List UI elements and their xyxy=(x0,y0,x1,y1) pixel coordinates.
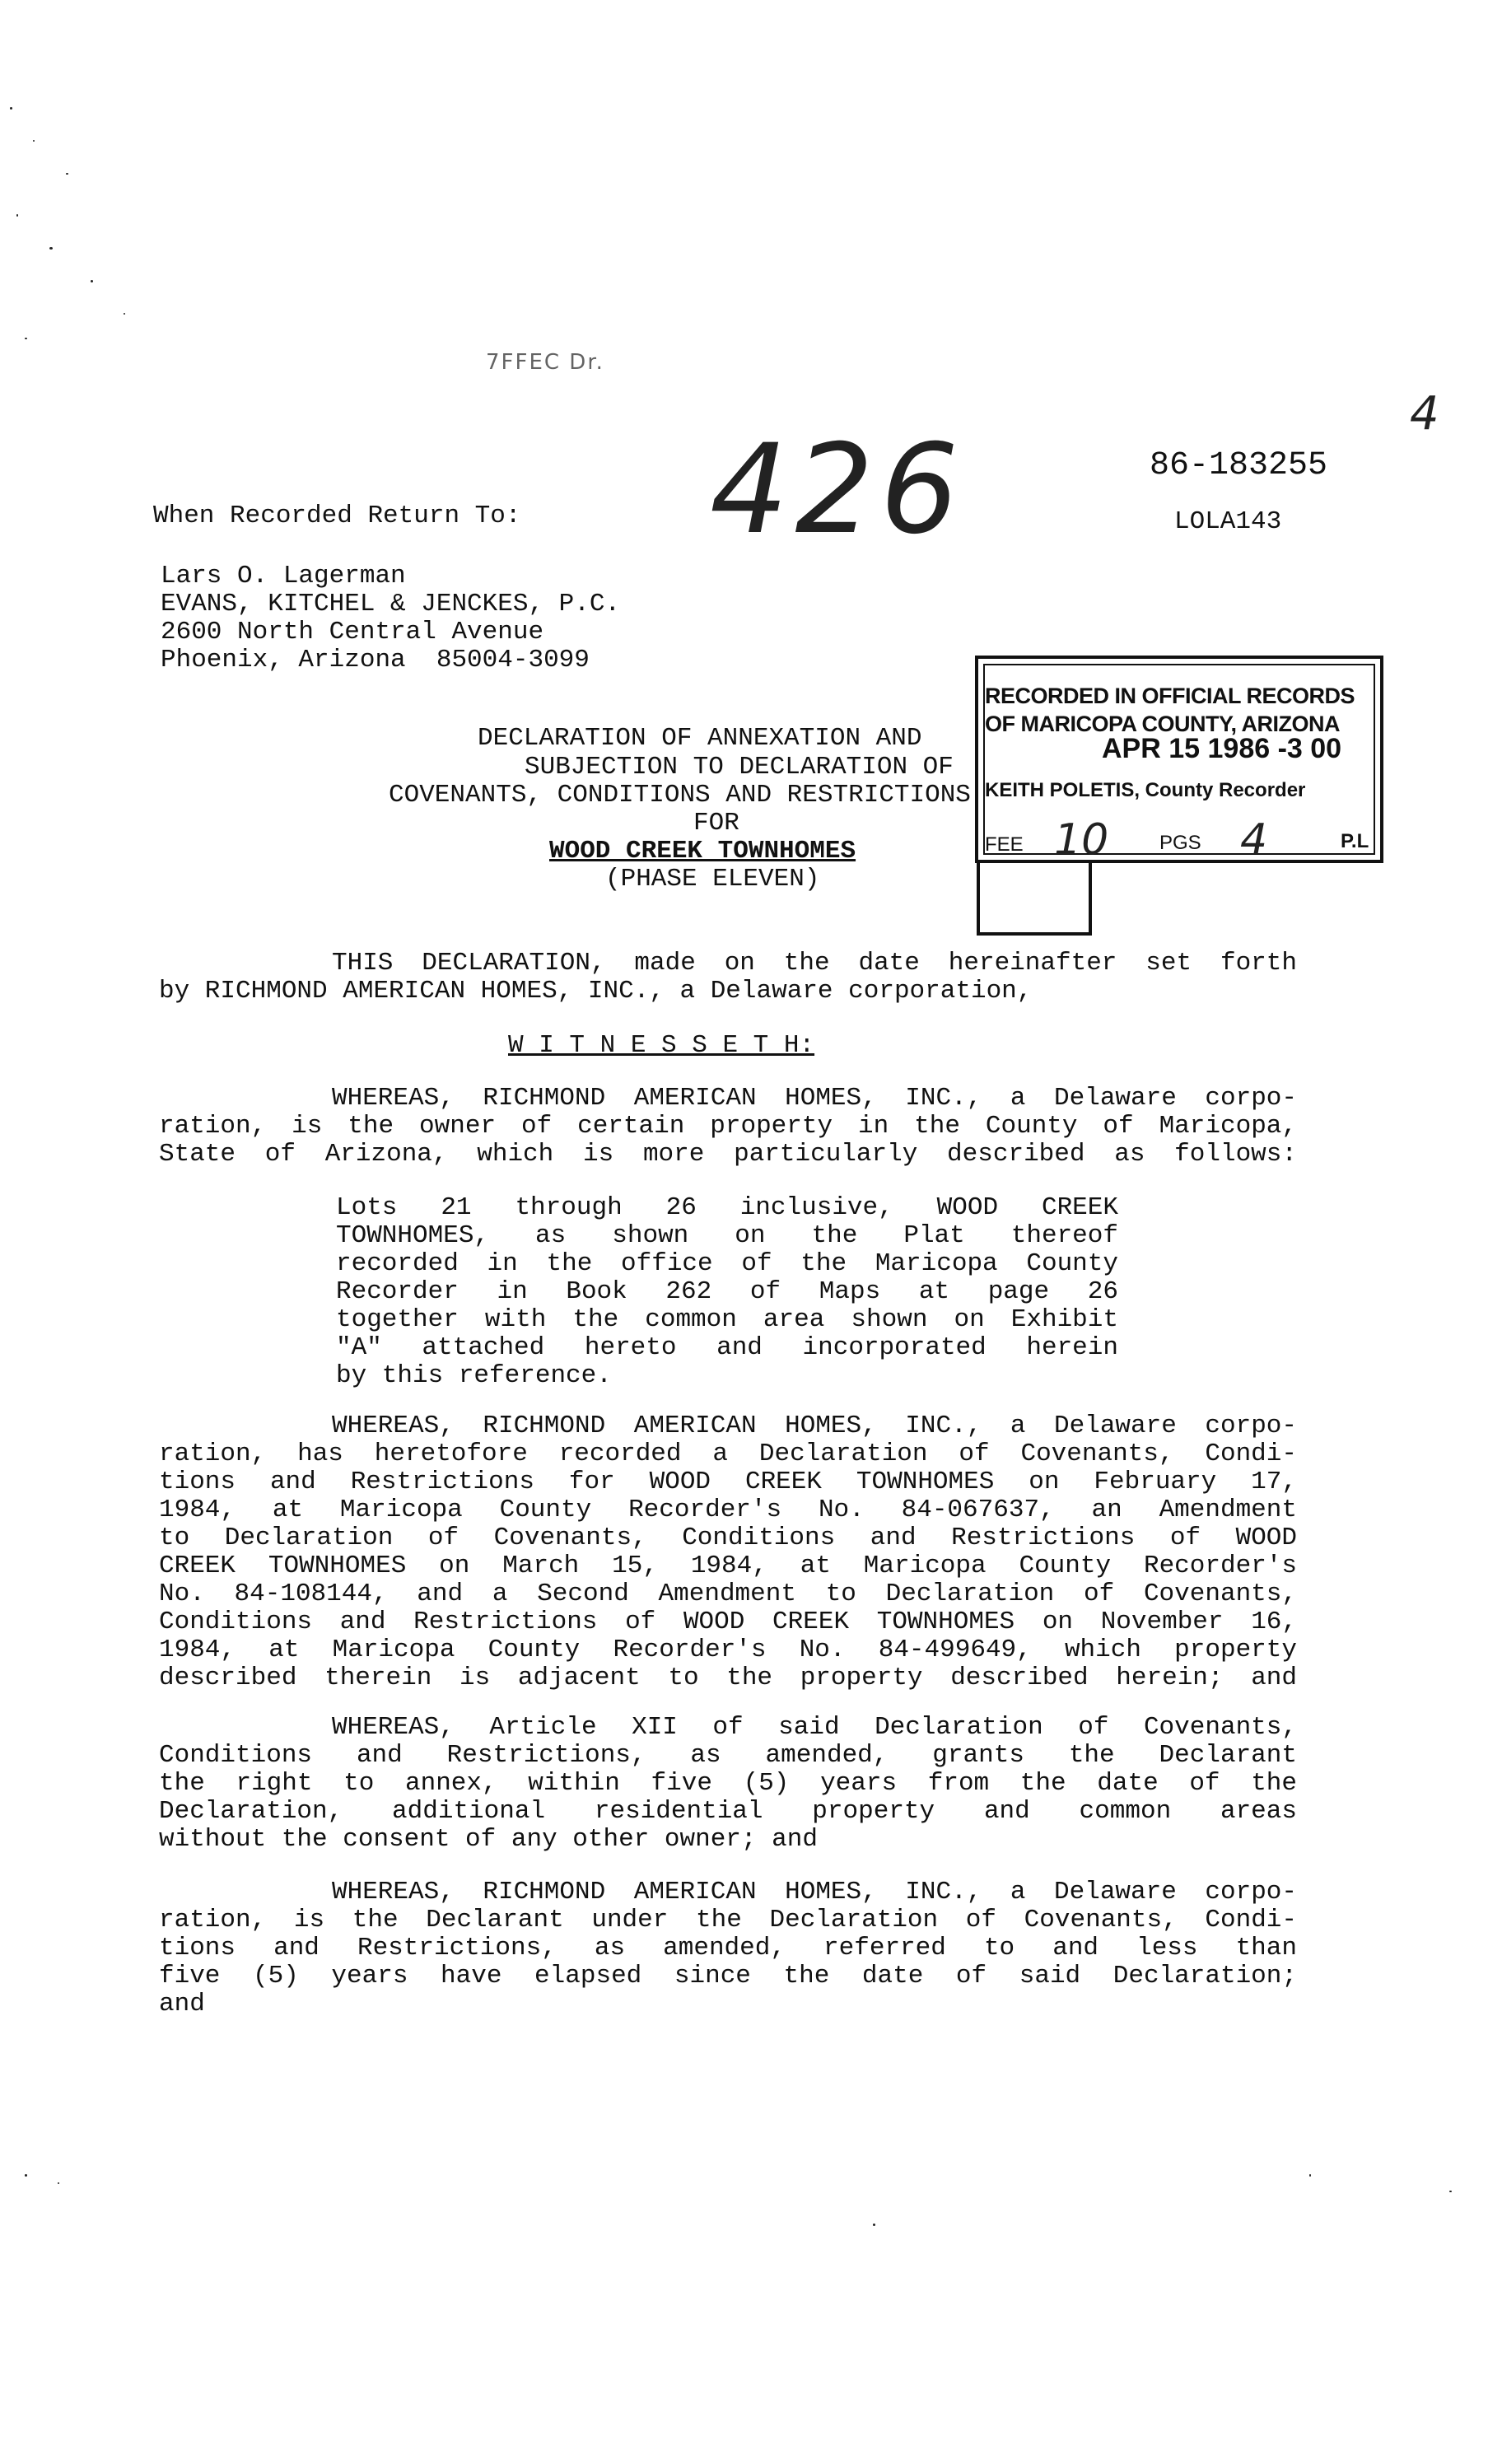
stamp-line-2: OF MARICOPA COUNTY, ARIZONA xyxy=(985,712,1340,736)
paragraph-line: 1984, at Maricopa County Recorder's No. 84-067637, an Amendment xyxy=(159,1496,1297,1524)
paragraph-line: without the consent of any other owner; and xyxy=(159,1825,818,1854)
paragraph-line: WHEREAS, RICHMOND AMERICAN HOMES, INC., a Delaware corpo- xyxy=(332,1412,1297,1440)
stamp-tab xyxy=(977,861,1092,936)
paragraph-1 xyxy=(159,1085,1297,1169)
legal-line: together with the common area shown on Exhibit xyxy=(336,1305,1118,1334)
paragraph-line: No. 84-108144, and a Second Amendment to Declaration of Covenants, xyxy=(159,1580,1297,1608)
intro-line-1: THIS DECLARATION, made on the date hereinafter set forth xyxy=(332,949,1297,978)
top-scribble: 7FFEC Dr. xyxy=(486,350,604,375)
document-code: LOLA143 xyxy=(1174,507,1282,536)
paragraph-line: Conditions and Restrictions, as amended, grants the Declarant xyxy=(159,1741,1297,1770)
title-project-name: WOOD CREEK TOWNHOMES xyxy=(549,837,856,866)
paragraph-line: ration, is the owner of certain property in the County of Maricopa, xyxy=(159,1112,1297,1141)
recording-stamp xyxy=(975,656,1383,863)
intro-line-2: by RICHMOND AMERICAN HOMES, INC., a Delaware corporation, xyxy=(159,977,1033,1006)
legal-line: Lots 21 through 26 inclusive, WOOD CREEK xyxy=(336,1193,1118,1222)
corner-mark: 4 xyxy=(1410,387,1439,441)
stamp-line-1: RECORDED IN OFFICIAL RECORDS xyxy=(985,684,1355,708)
legal-line: "A" attached hereto and incorporated herein xyxy=(336,1333,1118,1362)
paragraph-line: WHEREAS, RICHMOND AMERICAN HOMES, INC., a Delaware corpo- xyxy=(332,1084,1297,1113)
title-line-3: COVENANTS, CONDITIONS AND RESTRICTIONS xyxy=(389,781,971,810)
paragraph-line: five (5) years have elapsed since the date of said Declaration; xyxy=(159,1962,1297,1990)
stamp-recorder: KEITH POLETIS, County Recorder xyxy=(985,779,1306,801)
legal-line: by this reference. xyxy=(336,1361,612,1390)
paragraph-line: to Declaration of Covenants, Conditions and Restrictions of WOOD xyxy=(159,1524,1297,1552)
paragraph-line: and xyxy=(159,1990,205,2018)
paragraph-line: tions and Restrictions for WOOD CREEK TOWNHOMES on February 17, xyxy=(159,1468,1297,1496)
legal-description xyxy=(336,1194,1118,1390)
paragraph-line: tions and Restrictions, as amended, referred to and less than xyxy=(159,1934,1297,1962)
title-phase: (PHASE ELEVEN) xyxy=(605,865,820,894)
return-to-street: 2600 North Central Avenue xyxy=(161,618,544,646)
title-line-2: SUBJECTION TO DECLARATION OF xyxy=(525,753,954,782)
paragraph-line: WHEREAS, Article XII of said Declaration of Covenants, xyxy=(332,1713,1297,1742)
legal-line: recorded in the office of the Maricopa County xyxy=(336,1249,1118,1278)
paragraph-line: ration, has heretofore recorded a Declaration of Covenants, Condi- xyxy=(159,1440,1297,1468)
return-to-firm: EVANS, KITCHEL & JENCKES, P.C. xyxy=(161,590,621,618)
witnesseth-heading: W I T N E S S E T H: xyxy=(508,1031,815,1060)
stamp-pl: P.L xyxy=(1341,830,1369,852)
return-to-name: Lars O. Lagerman xyxy=(161,562,406,590)
paragraph-line: WHEREAS, RICHMOND AMERICAN HOMES, INC., a Delaware corpo- xyxy=(332,1878,1297,1906)
scan-noise-bottom xyxy=(0,2158,1502,2256)
scan-noise xyxy=(0,91,165,371)
stamp-pgs-label: PGS xyxy=(1159,832,1201,854)
stamp-date: APR 15 1986 -3 00 xyxy=(1102,733,1342,764)
paragraph-3 xyxy=(159,1714,1297,1854)
paragraph-line: Conditions and Restrictions of WOOD CREEK TOWNHOMES on November 16, xyxy=(159,1608,1297,1636)
handwritten-number: 426 xyxy=(710,418,966,562)
stamp-pgs-value: 4 xyxy=(1240,815,1268,865)
paragraph-4 xyxy=(159,1878,1297,2018)
legal-line: TOWNHOMES, as shown on the Plat thereof xyxy=(336,1221,1118,1250)
return-to-city: Phoenix, Arizona 85004-3099 xyxy=(161,646,590,674)
title-line-1: DECLARATION OF ANNEXATION AND xyxy=(478,724,922,753)
legal-line: Recorder in Book 262 of Maps at page 26 xyxy=(336,1277,1118,1306)
stamp-fee-label: FEE xyxy=(985,833,1024,856)
intro-paragraph xyxy=(159,950,1297,1006)
paragraph-line: ration, is the Declarant under the Declaration of Covenants, Condi- xyxy=(159,1906,1297,1934)
return-to-label: When Recorded Return To: xyxy=(153,502,521,530)
paragraph-line: the right to annex, within five (5) years from the date of the xyxy=(159,1769,1297,1798)
title-line-4: FOR xyxy=(693,809,739,838)
paragraph-line: CREEK TOWNHOMES on March 15, 1984, at Maricopa County Recorder's xyxy=(159,1552,1297,1580)
document-number: 86-183255 xyxy=(1150,447,1328,484)
paragraph-line: described therein is adjacent to the property described herein; and xyxy=(159,1664,1297,1692)
paragraph-line: 1984, at Maricopa County Recorder's No. 84-499649, which property xyxy=(159,1636,1297,1664)
stamp-fee-value: 10 xyxy=(1054,815,1109,865)
paragraph-line: State of Arizona, which is more particularly described as follows: xyxy=(159,1140,1297,1169)
paragraph-2 xyxy=(159,1412,1297,1692)
paragraph-line: Declaration, additional residential property and common areas xyxy=(159,1797,1297,1826)
